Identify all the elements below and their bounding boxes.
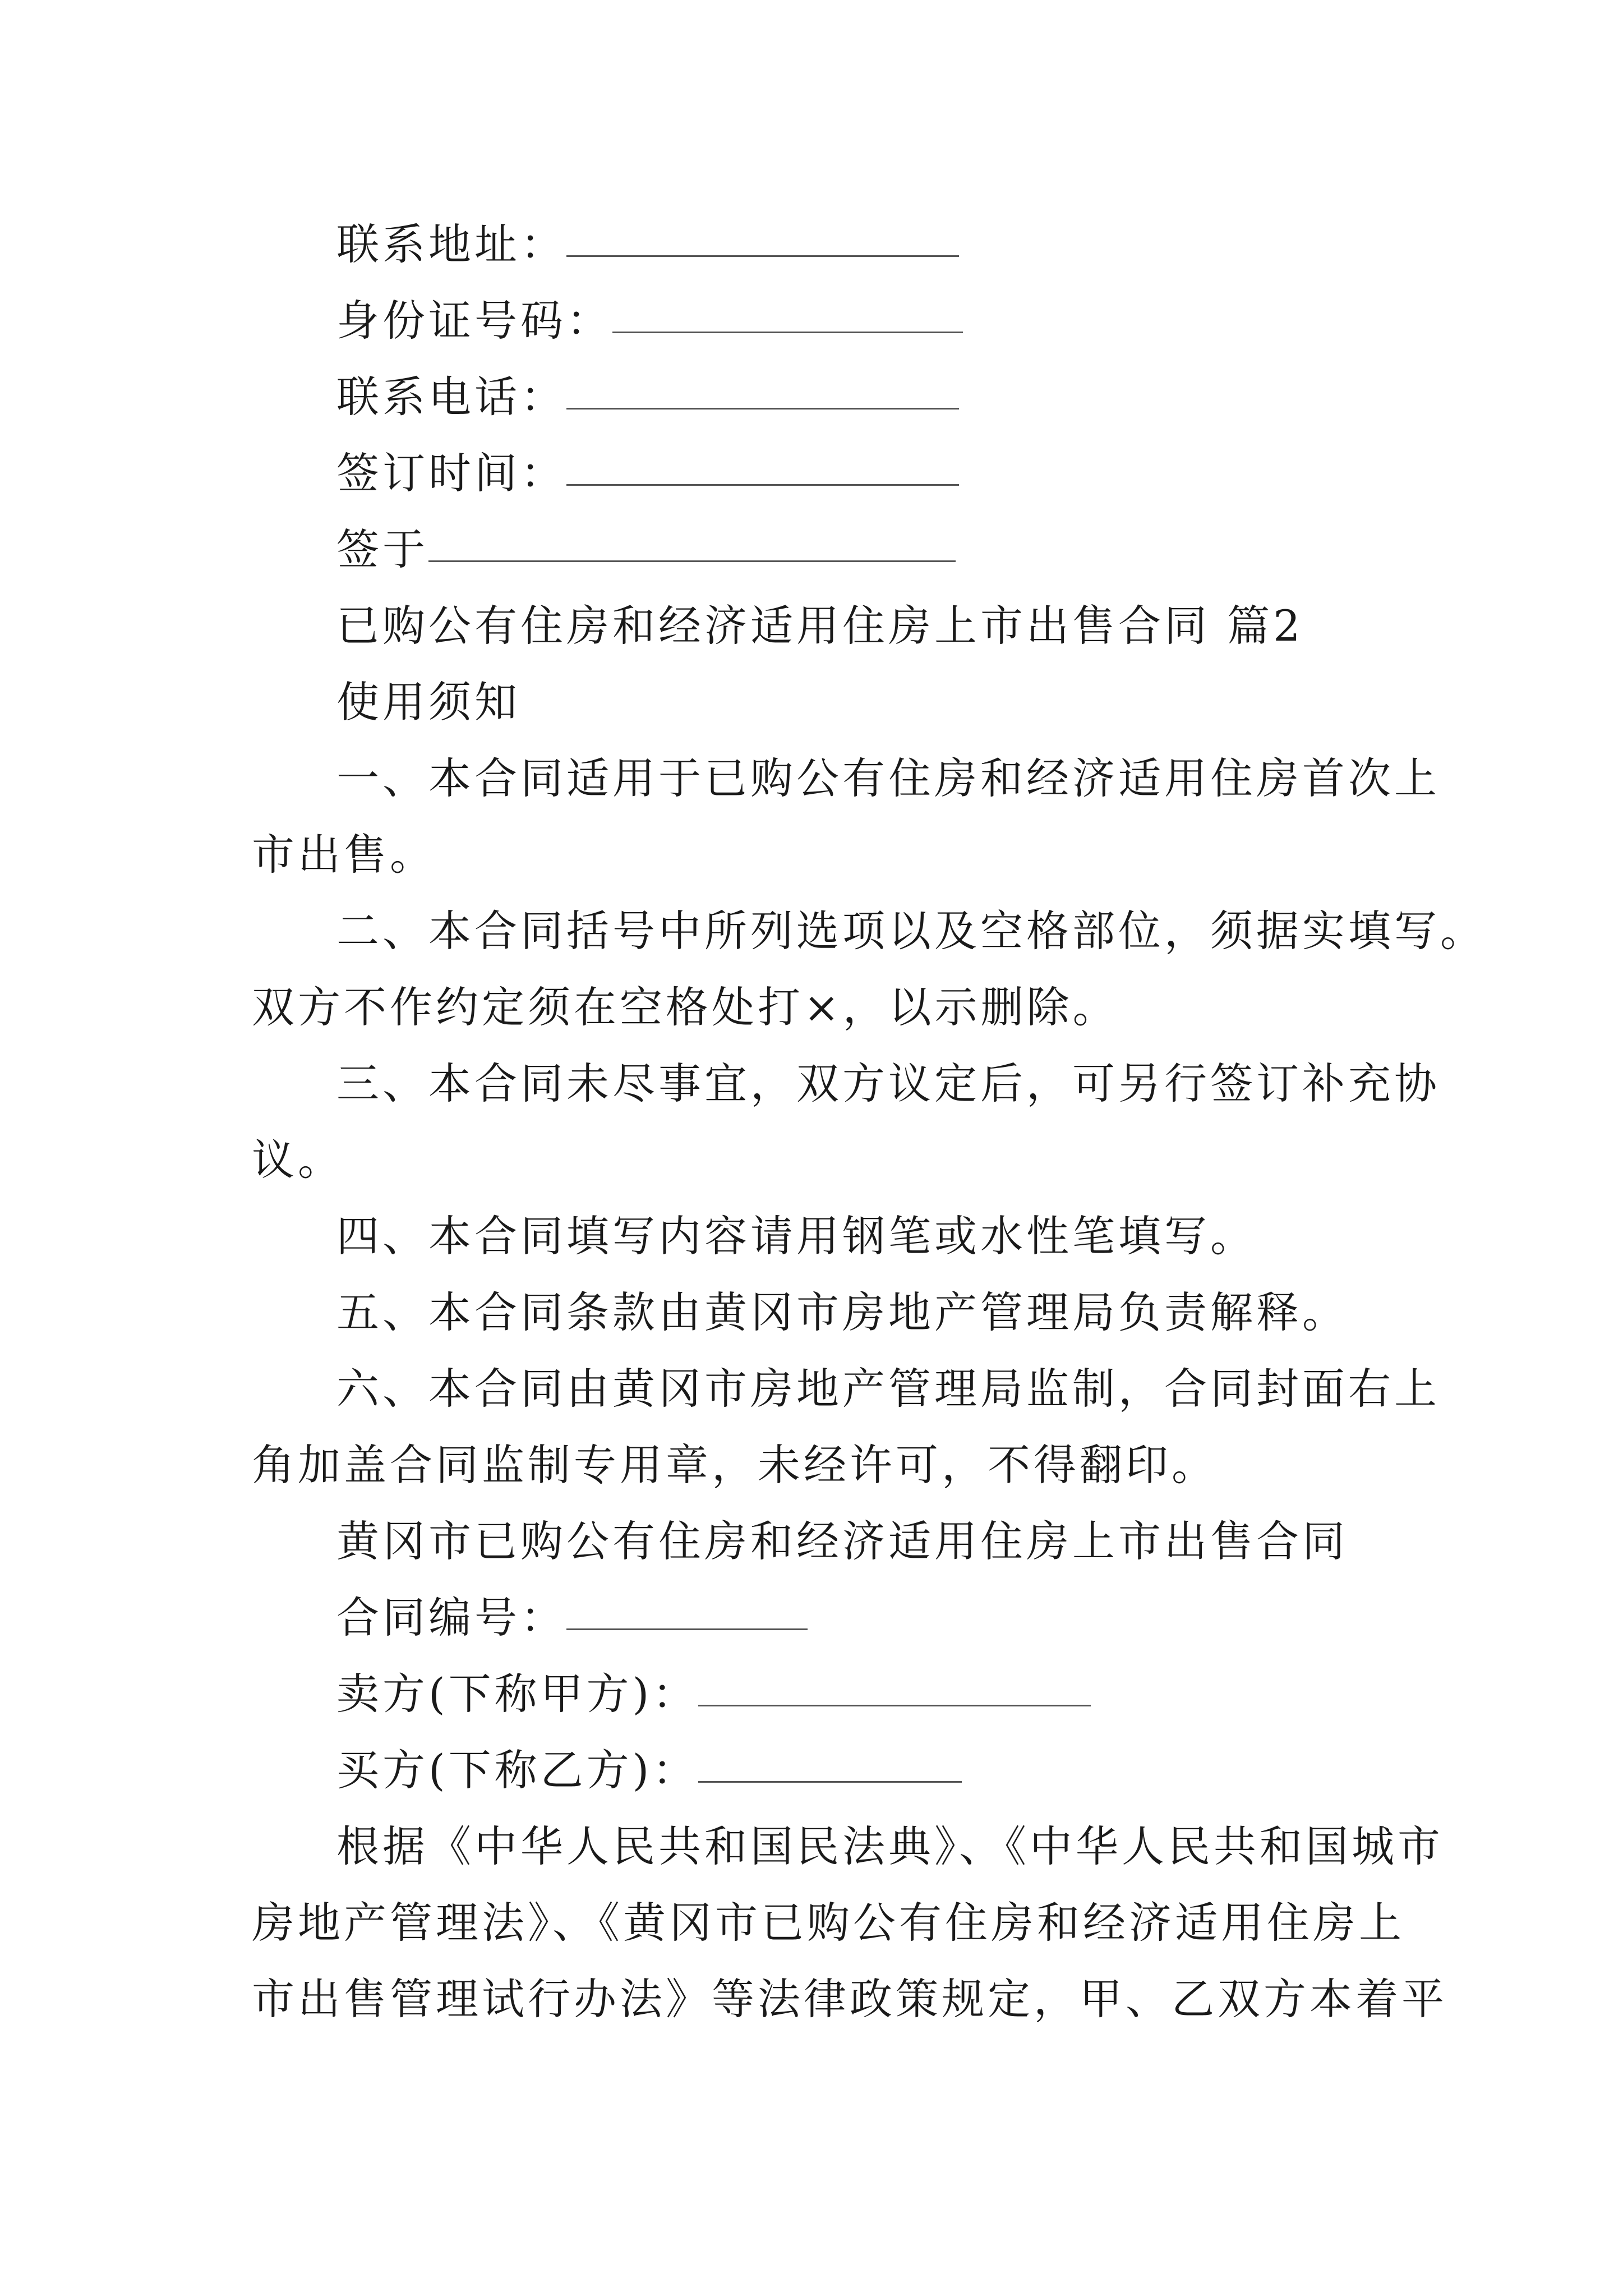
contract-number-line (336, 1579, 1380, 1657)
preamble-line-2: 房地产管理法》、《黄冈市已购公有住房和经济适用住房上 (252, 1898, 1405, 1948)
contract-number-label: 合同编号： (336, 1593, 566, 1642)
sign-time-blank[interactable] (566, 447, 959, 486)
address-label: 联系地址： (336, 219, 566, 269)
seller-blank[interactable] (698, 1668, 1091, 1706)
signed-at-label: 签于 (336, 524, 428, 574)
address-line (336, 205, 1380, 284)
notice-item-2-line-1: 二、本合同括号中所列选项以及空格部位，须据实填写。 (336, 906, 1486, 956)
contract-title: 黄冈市已购公有住房和经济适用住房上市出售合同 (336, 1516, 1348, 1566)
seller-line (336, 1655, 1380, 1733)
buyer-line (336, 1731, 1380, 1810)
notice-item-5: 五、本合同条款由黄冈市房地产管理局负责解释。 (336, 1287, 1348, 1337)
phone-label: 联系电话： (336, 372, 566, 422)
signed-at-blank[interactable] (428, 523, 956, 562)
phone-blank[interactable] (566, 371, 959, 409)
address-blank[interactable] (566, 218, 959, 257)
phone-line (336, 358, 1380, 436)
buyer-blank[interactable] (698, 1744, 962, 1783)
sign-time-line (336, 434, 1380, 513)
notice-item-1-line-1: 一、本合同适用于已购公有住房和经济适用住房首次上 (336, 753, 1440, 803)
notice-item-1-line-2: 市出售。 (252, 830, 436, 880)
notice-item-3-line-2: 议。 (252, 1135, 344, 1185)
contract-number-blank[interactable] (566, 1591, 808, 1630)
notice-item-4: 四、本合同填写内容请用钢笔或水性笔填写。 (336, 1211, 1256, 1261)
notice-item-6-line-2: 角加盖合同监制专用章，未经许可，不得翻印。 (252, 1440, 1218, 1490)
notice-item-3-line-1: 三、本合同未尽事宜，双方议定后，可另行签订补充协 (336, 1059, 1440, 1108)
notice-item-6-line-1: 六、本合同由黄冈市房地产管理局监制，合同封面右上 (336, 1364, 1440, 1414)
id-number-blank[interactable] (612, 295, 963, 333)
id-number-line (336, 282, 1380, 360)
buyer-label: 买方(下称乙方)： (336, 1745, 699, 1795)
notice-heading: 使用须知 (336, 677, 520, 727)
id-number-label: 身份证号码： (336, 296, 612, 346)
sign-time-label: 签订时间： (336, 448, 566, 498)
signed-at-line (336, 510, 1380, 589)
section-title: 已购公有住房和经济适用住房上市出售合同 篇2 (336, 601, 1304, 651)
preamble-line-3: 市出售管理试行办法》等法律政策规定，甲、乙双方本着平 (252, 1974, 1447, 2024)
seller-label: 卖方(下称甲方)： (336, 1669, 699, 1719)
notice-item-2-line-2: 双方不作约定须在空格处打×，以示删除。 (252, 982, 1119, 1032)
preamble-line-1: 根据《中华人民共和国民法典》、《中华人民共和国城市 (336, 1821, 1444, 1871)
